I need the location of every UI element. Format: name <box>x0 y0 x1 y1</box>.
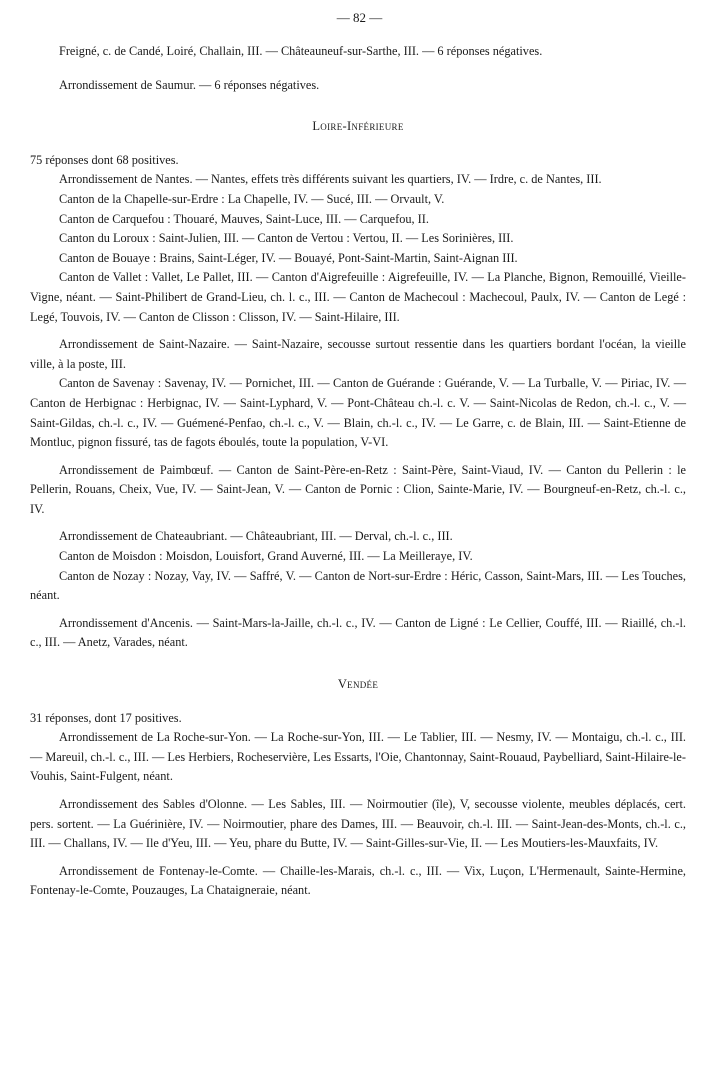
paragraph-savenay: Canton de Savenay : Savenay, IV. — Pornichet, III. — Canton de Guérande : Guérande, V. — La Turballe, V. — Piriac, IV. — Canton de Herbignac : Herbignac, IV. — Saint-Lyphard, V. — Pont-Château ch.-l. c. V. — Saint-Nicolas de Redon, ch.-l. c., V. — Saint-Gildas, ch.-l. c., IV. — Guémené-Penfao, ch.-l. c., V. — Blain, ch.-l. c., IV. — Le Garre, c. de Blain, III. — Saint-Etienne de Montluc, pignon fissuré, tas de fagots éboulés, toute la population, V-VI. <box>30 376 686 450</box>
paragraph-vallet: Canton de Vallet : Vallet, Le Pallet, III. — Canton d'Aigrefeuille : Aigrefeuille, IV. — La Planche, Bignon, Remouillé, Vieille-Vigne, néant. — Saint-Philibert de Grand-Lieu, ch. l. c., III. — Canton de Machecoul : Machecoul, Paulx, IV. — Canton de Legé : Legé, Touvois, IV. — Canton de Clisson : Clisson, IV. — Saint-Hilaire, III. <box>30 270 686 324</box>
paragraph-paimboeuf: Arrondissement de Paimbœuf. — Canton de Saint-Père-en-Retz : Saint-Père, Saint-Viaud, IV. — Canton du Pellerin : le Pellerin, Rouans, Cheix, Vue, IV. — Saint-Jean, V. — Canton de Pornic : Clion, Sainte-Marie, IV. — Bourgneuf-en-Retz, ch.-l. c., IV. <box>30 462 686 516</box>
paragraph-chateaubriant: Arrondissement de Chateaubriant. — Châteaubriant, III. — Derval, ch.-l. c., III. <box>59 529 453 544</box>
paragraph-saint-nazaire: Arrondissement de Saint-Nazaire. — Saint-Nazaire, secousse surtout ressentie dans les quartiers bordant l'océan, la vieille ville, à la poste, III. <box>30 337 686 371</box>
page-number: — 82 — <box>336 10 383 25</box>
paragraph-roche-sur-yon: Arrondissement de La Roche-sur-Yon. — La Roche-sur-Yon, III. — Le Tablier, III. — Nesmy, IV. — Montaigu, ch.-l. c., III. — Mareuil, ch.-l. c., III. — Les Herbiers, Rocheservière, Les Essarts, l'Oie, Chantonnay, Saint-Rouaud, Paybelliard, Saint-Hilaire-le-Vouhis, Saint-Fulgent, néant. <box>30 730 686 784</box>
paragraph-nantes: Arrondissement de Nantes. — Nantes, effets très différents suivant les quartiers, IV. — Irdre, c. de Nantes, III. <box>59 172 602 187</box>
paragraph-loroux: Canton du Loroux : Saint-Julien, III. — Canton de Vertou : Vertou, II. — Les Sorinières, III. <box>59 231 514 246</box>
paragraph-freigne: Freigné, c. de Candé, Loiré, Challain, III. — Châteauneuf-sur-Sarthe, III. — 6 réponses négatives. <box>59 44 543 58</box>
paragraph-carquefou: Canton de Carquefou : Thouaré, Mauves, Saint-Luce, III. — Carquefou, II. <box>59 211 429 226</box>
section-count-loire-inferieure: 75 réponses dont 68 positives. <box>30 152 179 167</box>
paragraph-sables-olonne: Arrondissement des Sables d'Olonne. — Les Sables, III. — Noirmoutier (île), V, secousse violente, meubles déplacés, cert. pers. sortent. — La Guérinière, IV. — Noirmoutier, phare des Dames, III. — Beauvoir, ch.-l. III. — Saint-Jean-des-Monts, ch.-l. c., III. — Challans, IV. — Ile d'Yeu, III. — Yeu, phare du Butte, IV. — Saint-Gilles-sur-Vie, II. — Les Moutiers-les-Mauxfaits, IV. <box>30 797 686 851</box>
paragraph-nozay: Canton de Nozay : Nozay, Vay, IV. — Saffré, V. — Canton de Nort-sur-Erdre : Héric, Casson, Saint-Mars, III. — Les Touches, néant. <box>30 568 686 603</box>
paragraph-fontenay: Arrondissement de Fontenay-le-Comte. — Chaille-les-Marais, ch.-l. c., III. — Vix, Luçon, L'Hermenault, Sainte-Hermine, Fontenay-le-Comte, Pouzauges, La Chataigneraie, néant. <box>30 863 686 898</box>
page-content <box>30 42 686 901</box>
section-count-vendee: 31 réponses, dont 17 positives. <box>30 710 182 725</box>
section-title-loire-inferieure: Loire-Inférieure <box>312 119 404 134</box>
section-title-vendee: Vendée <box>337 677 379 692</box>
paragraph-saumur: Arrondissement de Saumur. — 6 réponses négatives. <box>59 77 320 92</box>
paragraph-bouaye: Canton de Bouaye : Brains, Saint-Léger, IV. — Bouayé, Pont-Saint-Martin, Saint-Aignan III. <box>59 250 518 265</box>
paragraph-chapelle: Canton de la Chapelle-sur-Erdre : La Chapelle, IV. — Sucé, III. — Orvault, V. <box>59 191 445 206</box>
paragraph-moisdon: Canton de Moisdon : Moisdon, Louisfort, Grand Auverné, III. — La Meilleraye, IV. <box>59 549 473 564</box>
paragraph-ancenis: Arrondissement d'Ancenis. — Saint-Mars-la-Jaille, ch.-l. c., IV. — Canton de Ligné : Le Cellier, Couffé, III. — Riaillé, ch.-l. c., III. — Anetz, Varades, néant. <box>30 615 686 650</box>
